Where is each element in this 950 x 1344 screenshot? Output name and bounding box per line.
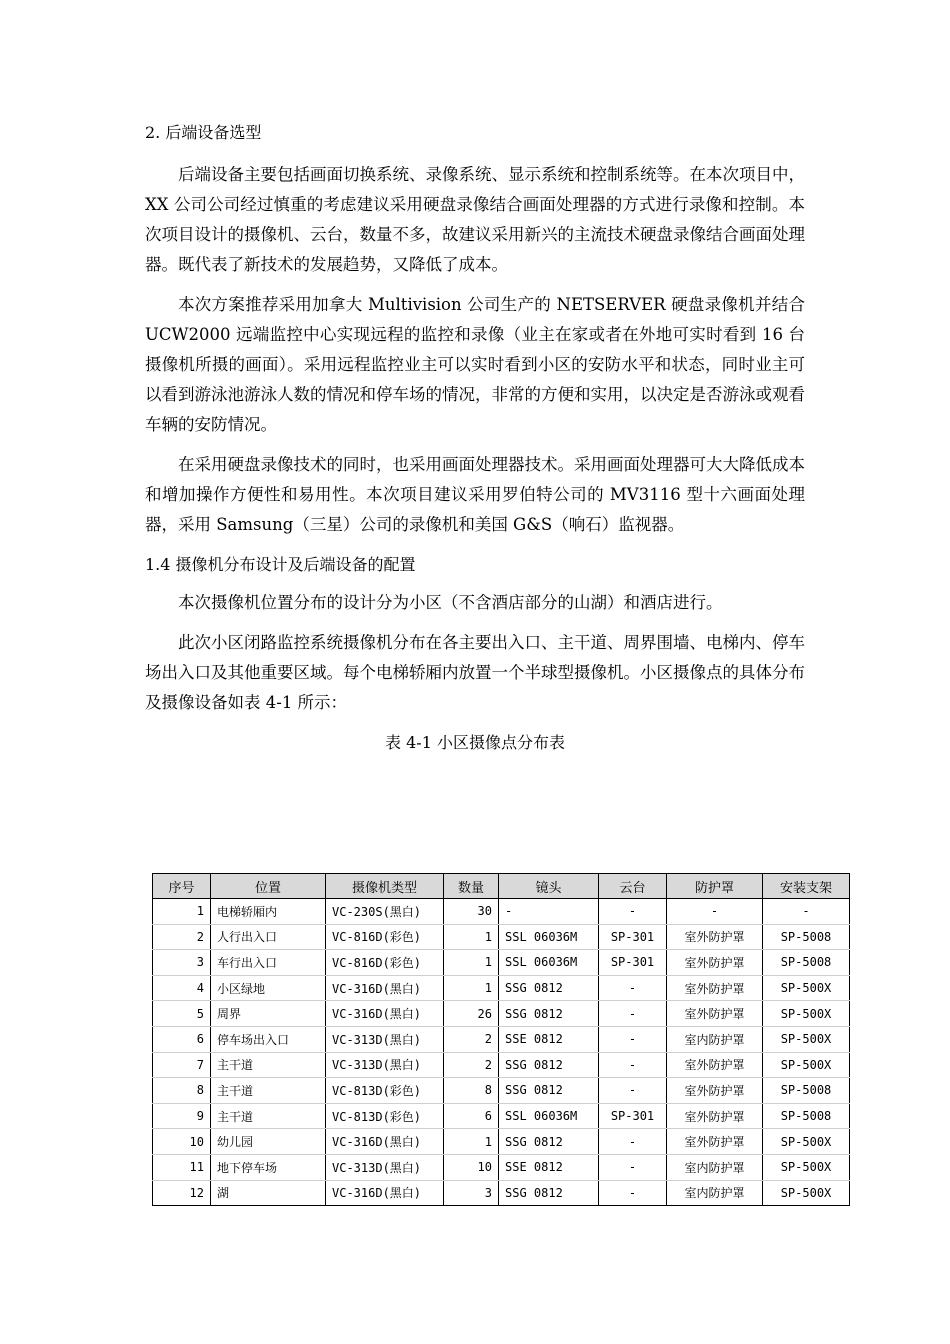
cell-quantity: 8 — [444, 1078, 499, 1104]
header-cell: 摄像机类型 — [326, 874, 444, 899]
table-row — [153, 1103, 850, 1129]
cell-bracket: SP-500X — [763, 1180, 850, 1206]
cell-housing: 室内防护罩 — [667, 1154, 763, 1180]
cell-housing: 室内防护罩 — [667, 1026, 763, 1052]
cell-housing: 室外防护罩 — [667, 1103, 763, 1129]
cell-camera-type: VC-313D(黑白) — [326, 1052, 444, 1078]
table-row — [153, 975, 850, 1001]
cell-bracket: SP-500X — [763, 1129, 850, 1155]
cell-location: 幼儿园 — [211, 1129, 326, 1155]
table-row — [153, 1026, 850, 1052]
cell-location: 电梯轿厢内 — [211, 899, 326, 925]
cell-quantity: 1 — [444, 924, 499, 950]
cell-row-number: 11 — [153, 1154, 211, 1180]
table-row — [153, 1180, 850, 1206]
cell-lens: SSE 0812 — [499, 1026, 599, 1052]
cell-lens: SSL 06036M — [499, 1103, 599, 1129]
cell-pan-tilt: - — [599, 899, 667, 925]
cell-pan-tilt: - — [599, 1180, 667, 1206]
cell-quantity: 6 — [444, 1103, 499, 1129]
cell-housing: 室外防护罩 — [667, 924, 763, 950]
cell-bracket: SP-500X — [763, 1052, 850, 1078]
cell-pan-tilt: SP-301 — [599, 1103, 667, 1129]
cell-location: 人行出入口 — [211, 924, 326, 950]
cell-housing: 室外防护罩 — [667, 1052, 763, 1078]
cell-pan-tilt: - — [599, 1154, 667, 1180]
cell-camera-type: VC-816D(彩色) — [326, 950, 444, 976]
paragraph: 本次摄像机位置分布的设计分为小区（不含酒店部分的山湖）和酒店进行。 — [178, 593, 723, 612]
header-cell: 数量 — [444, 874, 499, 899]
cell-camera-type: VC-230S(黑白) — [326, 899, 444, 925]
cell-camera-type: VC-813D(彩色) — [326, 1103, 444, 1129]
document-body — [145, 118, 805, 768]
cell-quantity: 1 — [444, 950, 499, 976]
cell-bracket: SP-5008 — [763, 1078, 850, 1104]
cell-lens: SSG 0812 — [499, 1180, 599, 1206]
table-row — [153, 924, 850, 950]
cell-lens: SSL 06036M — [499, 924, 599, 950]
table-row — [153, 1078, 850, 1104]
cell-row-number: 9 — [153, 1103, 211, 1129]
section-heading-backend: 2. 后端设备选型 — [145, 123, 262, 142]
cell-bracket: SP-5008 — [763, 924, 850, 950]
cell-quantity: 2 — [444, 1052, 499, 1078]
cell-lens: SSG 0812 — [499, 1078, 599, 1104]
cell-camera-type: VC-316D(黑白) — [326, 1001, 444, 1027]
cell-lens: SSL 06036M — [499, 950, 599, 976]
cell-location: 停车场出入口 — [211, 1026, 326, 1052]
paragraph: 后端设备主要包括画面切换系统、录像系统、显示系统和控制系统等。在本次项目中，XX 公司公司经过慎重的考虑建议采用硬盘录像结合画面处理器的方式进行录像和控制。本次项目设计的摄像机、云台，数量不多，故建议采用新兴的主流技术硬盘录像结合画面处理器。既代表了新技术的发展趋势，又降低了成本。 — [145, 165, 805, 274]
cell-quantity: 2 — [444, 1026, 499, 1052]
cell-lens: SSG 0812 — [499, 975, 599, 1001]
paragraph: 在采用硬盘录像技术的同时，也采用画面处理器技术。采用画面处理器可大大降低成本和增加操作方便性和易用性。本次项目建议采用罗伯特公司的 MV3116 型十六画面处理器，采用 Samsung（三星）公司的录像机和美国 G&S（响石）监视器。 — [145, 455, 805, 534]
table-row — [153, 1154, 850, 1180]
cell-camera-type: VC-313D(黑白) — [326, 1154, 444, 1180]
cell-location: 湖 — [211, 1180, 326, 1206]
cell-row-number: 2 — [153, 924, 211, 950]
header-cell: 防护罩 — [667, 874, 763, 899]
cell-location: 主干道 — [211, 1052, 326, 1078]
cell-row-number: 7 — [153, 1052, 211, 1078]
cell-pan-tilt: SP-301 — [599, 950, 667, 976]
cell-lens: SSG 0812 — [499, 1052, 599, 1078]
cell-row-number: 1 — [153, 899, 211, 925]
cell-row-number: 10 — [153, 1129, 211, 1155]
table-row — [153, 1052, 850, 1078]
paragraph: 此次小区闭路监控系统摄像机分布在各主要出入口、主干道、周界围墙、电梯内、停车场出入口及其他重要区域。每个电梯轿厢内放置一个半球型摄像机。小区摄像点的具体分布及摄像设备如表 4-1 所示： — [145, 633, 805, 712]
cell-camera-type: VC-316D(黑白) — [326, 1180, 444, 1206]
cell-pan-tilt: - — [599, 1001, 667, 1027]
cell-location: 车行出入口 — [211, 950, 326, 976]
cell-bracket: SP-500X — [763, 1026, 850, 1052]
header-cell: 云台 — [599, 874, 667, 899]
cell-camera-type: VC-316D(黑白) — [326, 975, 444, 1001]
cell-pan-tilt: SP-301 — [599, 924, 667, 950]
cell-bracket: SP-500X — [763, 1001, 850, 1027]
cell-quantity: 1 — [444, 1129, 499, 1155]
cell-row-number: 12 — [153, 1180, 211, 1206]
cell-camera-type: VC-316D(黑白) — [326, 1129, 444, 1155]
table-caption: 表 4-1 小区摄像点分布表 — [385, 733, 565, 752]
cell-camera-type: VC-816D(彩色) — [326, 924, 444, 950]
cell-bracket: SP-5008 — [763, 1103, 850, 1129]
cell-housing: 室外防护罩 — [667, 1129, 763, 1155]
cell-location: 主干道 — [211, 1078, 326, 1104]
cell-quantity: 3 — [444, 1180, 499, 1206]
table-row — [153, 1129, 850, 1155]
camera-distribution-table — [152, 873, 850, 1206]
cell-quantity: 1 — [444, 975, 499, 1001]
cell-housing: 室内防护罩 — [667, 1180, 763, 1206]
cell-bracket: SP-5008 — [763, 950, 850, 976]
section-heading-camera-distribution: 1.4 摄像机分布设计及后端设备的配置 — [145, 555, 416, 574]
table-row — [153, 950, 850, 976]
cell-location: 小区绿地 — [211, 975, 326, 1001]
cell-pan-tilt: - — [599, 1026, 667, 1052]
cell-location: 周界 — [211, 1001, 326, 1027]
cell-row-number: 8 — [153, 1078, 211, 1104]
table-row — [153, 1001, 850, 1027]
cell-quantity: 10 — [444, 1154, 499, 1180]
header-cell: 安装支架 — [763, 874, 850, 899]
cell-location: 地下停车场 — [211, 1154, 326, 1180]
cell-housing: 室外防护罩 — [667, 1078, 763, 1104]
cell-bracket: SP-500X — [763, 975, 850, 1001]
cell-housing: 室外防护罩 — [667, 975, 763, 1001]
table-row — [153, 899, 850, 925]
cell-lens: SSG 0812 — [499, 1129, 599, 1155]
cell-lens: - — [499, 899, 599, 925]
header-cell: 镜头 — [499, 874, 599, 899]
cell-housing: 室外防护罩 — [667, 1001, 763, 1027]
cell-lens: SSE 0812 — [499, 1154, 599, 1180]
cell-row-number: 3 — [153, 950, 211, 976]
cell-quantity: 26 — [444, 1001, 499, 1027]
table-header-row — [153, 874, 850, 899]
cell-bracket: - — [763, 899, 850, 925]
cell-housing: - — [667, 899, 763, 925]
cell-camera-type: VC-813D(彩色) — [326, 1078, 444, 1104]
cell-pan-tilt: - — [599, 1129, 667, 1155]
cell-pan-tilt: - — [599, 975, 667, 1001]
cell-row-number: 6 — [153, 1026, 211, 1052]
cell-pan-tilt: - — [599, 1052, 667, 1078]
cell-row-number: 4 — [153, 975, 211, 1001]
cell-pan-tilt: - — [599, 1078, 667, 1104]
cell-housing: 室外防护罩 — [667, 950, 763, 976]
cell-location: 主干道 — [211, 1103, 326, 1129]
header-cell: 序号 — [153, 874, 211, 899]
header-cell: 位置 — [211, 874, 326, 899]
cell-row-number: 5 — [153, 1001, 211, 1027]
cell-lens: SSG 0812 — [499, 1001, 599, 1027]
cell-camera-type: VC-313D(黑白) — [326, 1026, 444, 1052]
cell-bracket: SP-500X — [763, 1154, 850, 1180]
cell-quantity: 30 — [444, 899, 499, 925]
paragraph: 本次方案推荐采用加拿大 Multivision 公司生产的 NETSERVER 硬盘录像机并结合 UCW2000 远端监控中心实现远程的监控和录像（业主在家或者在外地可实时看到 16 台摄像机所摄的画面）。采用远程监控业主可以实时看到小区的安防水平和状态，同时业主可以看到游泳池游泳人数的情况和停车场的情况，非常的方便和实用，以决定是否游泳或观看车辆的安防情况。 — [145, 295, 805, 434]
